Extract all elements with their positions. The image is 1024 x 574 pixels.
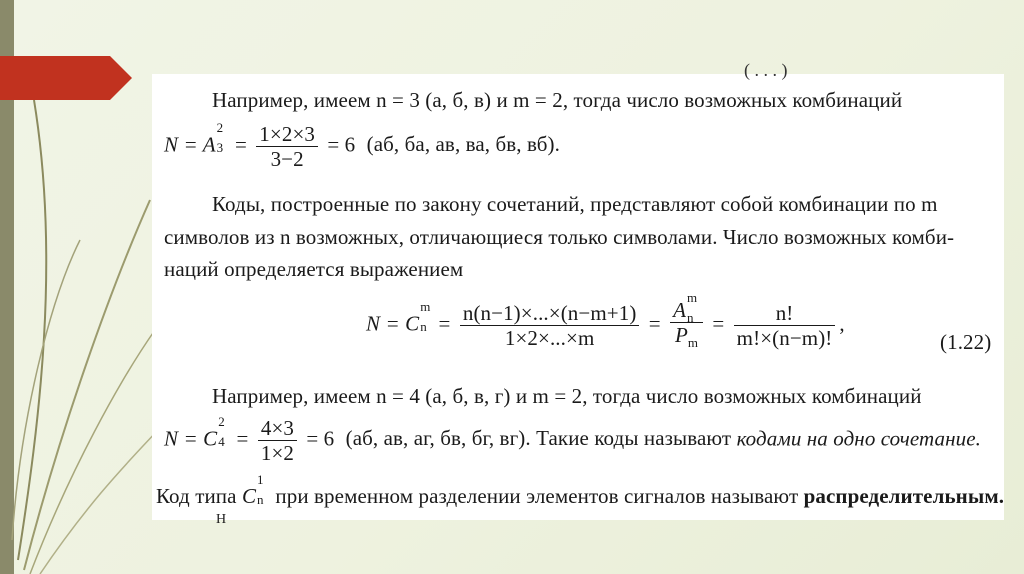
eq2-fraction-2: A m n $P_m$ [670, 296, 703, 355]
paragraph-2-line-2: символов из n возможных, отличающиеся только символами. Число возможных комби- [164, 225, 955, 249]
scanned-text-page [152, 60, 1005, 527]
equation-1: N = A 2 3 = $\frac{1\times 2\times 3}{3-2}$ = 6 (аб, ба, ав, ва, бв, вб). [164, 120, 560, 171]
eq1-combinations: (аб, ба, ав, ва, бв, вб). [366, 132, 560, 157]
eq3-combinations: (аб, ав, аг, бв, бг, вг). Такие коды называют [345, 426, 732, 451]
eq2-fraction-1: $\frac{n(n-1)\times...\times(n-m+1)}{1\times 2\times...\times m}$ [460, 301, 640, 350]
eq2-lhs: N = C [366, 311, 420, 336]
eq1-scripts: 2 3 [216, 120, 224, 156]
paragraph-code-type: Код типа C 1 n при временном разделении элементов сигналов называют распределительным. [156, 472, 1005, 508]
eq1-fraction [256, 122, 318, 171]
equation-number: (1.22) [940, 330, 992, 354]
code-symbol: C [241, 484, 257, 508]
title-arrow-icon [0, 56, 132, 100]
paragraph-example-2: Например, имеем n = 4 (а, б, в, г) и m = 2, тогда число возможных комбинаций [212, 384, 922, 408]
eq3-scripts: 2 4 [218, 414, 225, 450]
eq1-denominator: 3−2 [270, 147, 304, 171]
equation-3: N = C 2 4 = $\frac{4\times 3}{1\times 2}$ = 6 (аб, ав, аг, бв, бг, вг). Такие коды называют кодами на одно сочетание. [164, 414, 981, 465]
eq1-lhs: N = A [164, 132, 216, 157]
paragraph-2-line-3: наций определяется выражением [164, 257, 464, 281]
eq3-italic-term: кодами на одно сочетание. [736, 426, 981, 451]
equation-1-22: N = C m n = $\frac{n(n-1)\times...\times(n-m+1)}{1\times 2\times...\times m}$ = A m n $P_m$ = $\frac{n!}{m!\times(n-m)!}$ , [366, 296, 845, 355]
bottom-fragment: Н [216, 512, 227, 527]
paragraph-example-1: Например, имеем n = 3 (а, б, в) и m = 2, тогда число возможных комбинаций [212, 88, 903, 112]
eq2-fraction-3: $\frac{n!}{m!\times(n-m)!}$ [734, 301, 836, 350]
bold-term: распределительным. [803, 484, 1005, 508]
top-fragment: ( . . . ) [744, 60, 788, 80]
eq3-fraction: $\frac{4\times 3}{1\times 2}$ [258, 416, 297, 465]
eq2-scripts: m n [420, 299, 431, 335]
paragraph-2-line-1: Коды, построенные по закону сочетаний, представляют собой комбинации по m [212, 192, 938, 216]
eq3-result: = 6 [306, 426, 335, 451]
eq3-lhs: N = C [164, 426, 218, 451]
eq1-numerator: 1×2×3 [256, 122, 318, 147]
eq1-result: = 6 [327, 132, 356, 157]
